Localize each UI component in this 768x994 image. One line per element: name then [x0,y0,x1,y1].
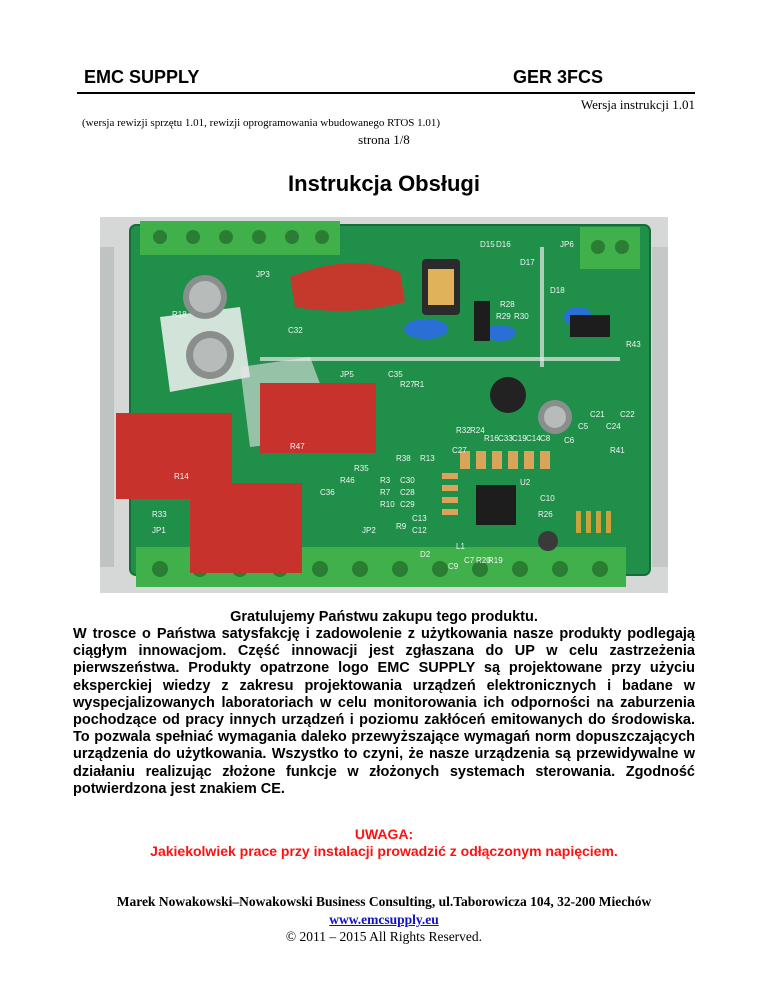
board-label: JP6 [560,240,574,249]
board-label: R47 [290,442,305,451]
board-label: D17 [520,258,535,267]
board-label: C5 [578,422,589,431]
board-label: C28 [400,488,415,497]
board-label: JP2 [362,526,376,535]
board-label: R46 [340,476,355,485]
board-label: R27 [400,380,415,389]
board-label: C36 [320,488,335,497]
board-label: R7 [380,488,391,497]
board-label: C8 [540,434,551,443]
board-label: R3 [380,476,391,485]
board-label: R28 [500,300,515,309]
warning-heading: UWAGA: [354,826,414,842]
board-label: C19 [512,434,527,443]
header-rule [77,92,695,94]
board-label: R43 [626,340,641,349]
board-label: R16 [484,434,499,443]
warning-text: Jakiekolwiek prace przy instalacji prowadzić z odłączonym napięciem. [150,843,618,859]
board-label: R41 [610,446,625,455]
board-label: R30 [514,312,529,321]
board-label: JP5 [340,370,354,379]
board-label: JP3 [256,270,270,279]
board-label: C12 [412,526,427,535]
board-label: C29 [400,500,415,509]
board-label: C10 [540,494,555,503]
model-name: GER 3FCS [513,67,604,87]
board-label: C13 [412,514,427,523]
copyright: © 2011 – 2015 All Rights Reserved. [285,929,483,944]
board-label: D15 [480,240,495,249]
board-label: C14 [526,434,541,443]
revision-note: (wersja rewizji sprzętu 1.01, rewizji oprogramowania wbudowanego RTOS 1.01) [82,117,441,129]
board-label: D16 [496,240,511,249]
board-label: U2 [520,478,531,487]
terminal-block-right [580,227,640,269]
board-label: R9 [396,522,407,531]
pcb-photo [100,217,668,593]
board-label: C24 [606,422,621,431]
board-label: C30 [400,476,415,485]
board-label: L1 [456,542,465,551]
terminal-block-top [140,221,340,255]
board-label: C22 [620,410,635,419]
document-title: Instrukcja Obsługi [288,171,480,196]
intro-heading: Gratulujemy Państwu zakupu tego produktu. [230,609,538,625]
board-label: R38 [396,454,411,463]
board-label: C7 [464,556,475,565]
board-label: C21 [590,410,605,419]
board-label: R32 [456,426,471,435]
board-label: R1 [414,380,425,389]
board-label: D2 [420,550,431,559]
board-label: C6 [564,436,575,445]
board-label: R33 [152,510,167,519]
board-label: C9 [448,562,459,571]
company-address: Marek Nowakowski–Nowakowski Business Consulting, ul.Taborowicza 104, 32-200 Miechów [116,894,652,909]
board-label: R10 [380,500,395,509]
board-label: D18 [550,286,565,295]
board-label: R26 [538,510,553,519]
manual-version: Wersja instrukcji 1.01 [580,97,695,112]
board-label: R14 [174,472,189,481]
board-label: C32 [288,326,303,335]
board-label: R18 [172,310,187,319]
website-link[interactable]: www.emcsupply.eu [329,912,439,927]
intro-paragraph: W trosce o Państwa satysfakcję i zadowolenie z użytkowania nasze produkty podlegają ciągłym innowacjom. Część innowacji jest zgłaszana do UP w celu zastrzeżenia pierwszeństwa. Produkty opatrzone logo EMC SUPPLY są projektowane przy użyciu eksperckiej wiedzy z zakresu projektowania urządzeń elektronicznych i badane w wyspecjalizowanych laboratoriach w celu monitorowania ich odporności na zaburzenia pochodzące od pracy innych urządzeń i poziomu zakłóceń emitowanych do środowiska. To pozwala spełniać wymagania daleko przewyższające wymagań norm dopuszczających urządzenia do użytkowania. Wszystko to czyni, że nasze urządzenia są przewidywalne w działaniu realizując złożone funkcje w złożonych systemach sterowania. Zgodność potwierdzona jest znakiem CE. [73,626,695,797]
board-label: R13 [420,454,435,463]
board-label: C27 [452,446,467,455]
board-label: C33 [498,434,513,443]
board-label: R35 [354,464,369,473]
board-label: R20 [476,556,491,565]
page-number: strona 1/8 [358,132,410,147]
board-label: R29 [496,312,511,321]
board-label: JP1 [152,526,166,535]
board-label: R24 [470,426,485,435]
board-label: R19 [488,556,503,565]
board-label: C35 [388,370,403,379]
brand-name: EMC SUPPLY [84,67,200,87]
